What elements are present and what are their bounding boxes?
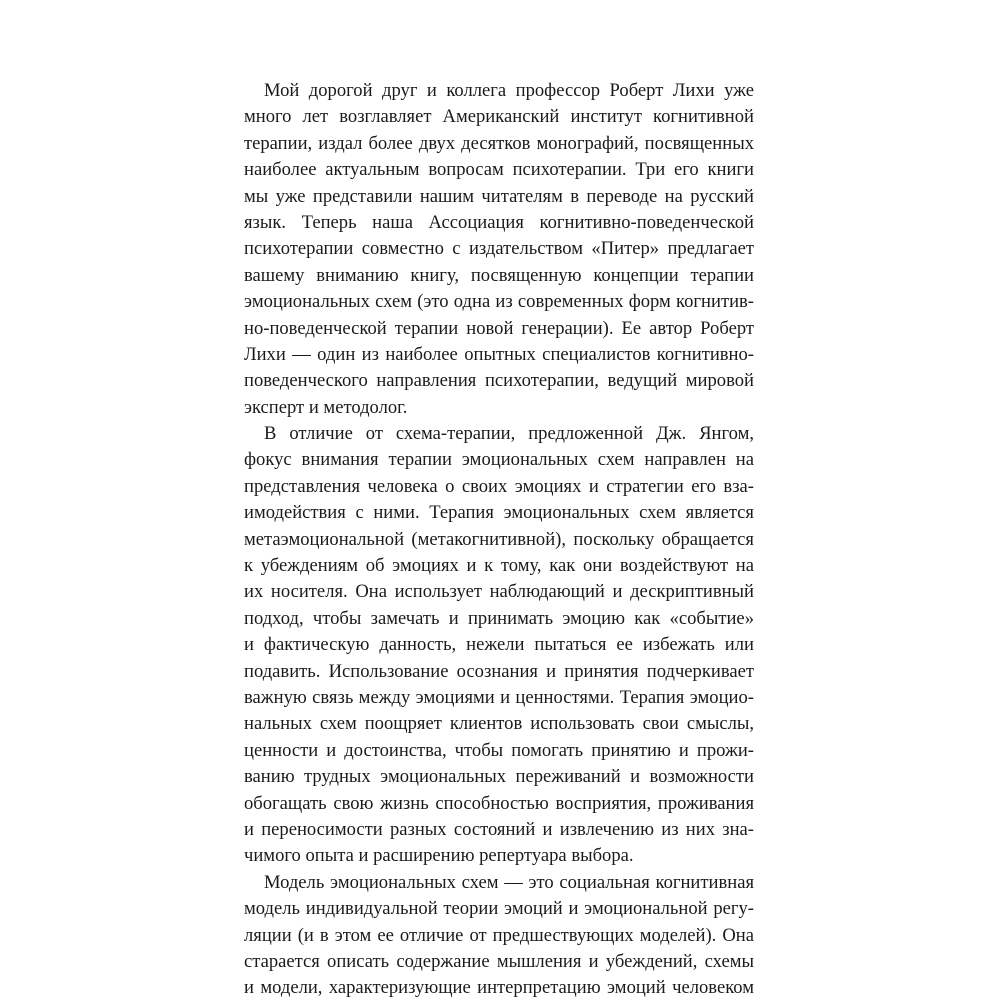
text-line: поведенческого направления психотерапии, ведущий мировой (244, 370, 754, 392)
paragraph-1 (244, 78, 754, 421)
text-line: ляции (и в этом ее отличие от предшествующих моделей). Она (244, 924, 754, 946)
text-line: эксперт и методолог. (244, 396, 408, 418)
text-line: Модель эмоциональных схем — это социальная когнитивная (264, 871, 754, 893)
text-line: ценности и достоинства, чтобы помогать принятию и прожи- (244, 739, 754, 761)
body-text (244, 78, 754, 1002)
paragraph-2 (244, 421, 754, 870)
text-line: вашему вниманию книгу, посвященную концепции терапии (244, 264, 754, 286)
text-line: подход, чтобы замечать и принимать эмоцию как «событие» (244, 607, 754, 629)
text-line: чимого опыта и расширению репертуара выбора. (244, 845, 634, 867)
text-line: язык. Теперь наша Ассоциация когнитивно-поведенческой (244, 211, 754, 233)
text-line: психотерапии совместно с издательством «Питер» предлагает (244, 238, 754, 260)
paragraph-3 (244, 870, 754, 1002)
text-line: ванию трудных эмоциональных переживаний и возможности (244, 766, 754, 788)
text-line: эмоциональных схем (это одна из современных форм когнитив- (244, 291, 754, 313)
text-line: и переносимости разных состояний и извлечению из них зна- (244, 818, 754, 840)
text-line: старается описать содержание мышления и убеждений, схемы (244, 950, 754, 972)
text-line: терапии, издал более двух десятков монографий, посвященных (244, 132, 754, 154)
text-line: представления человека о своих эмоциях и стратегии его вза- (244, 475, 754, 497)
text-line: наиболее актуальным вопросам психотерапии. Три его книги (244, 159, 754, 181)
text-line: Мой дорогой друг и коллега профессор Роберт Лихи уже (264, 80, 754, 101)
text-line: модель индивидуальной теории эмоций и эмоциональной регу- (244, 898, 754, 920)
text-line: и модели, характеризующие интерпретацию эмоций человеком (244, 977, 754, 999)
text-line: нальных схем поощряет клиентов использовать свои смыслы, (244, 713, 754, 735)
text-line: фокус внимания терапии эмоциональных схем направлен на (244, 449, 754, 471)
text-line: подавить. Использование осознания и принятия подчеркивает (244, 660, 754, 682)
text-line: их носителя. Она использует наблюдающий и дескриптивный (244, 581, 754, 603)
text-line: но-поведенческой терапии новой генерации). Ее автор Роберт (244, 317, 754, 339)
text-line: и фактическую данность, нежели пытаться ее избежать или (244, 634, 754, 656)
text-line: к убеждениям об эмоциях и к тому, как они воздействуют на (244, 555, 754, 577)
text-line: метаэмоциональной (метакогнитивной), поскольку обращается (244, 528, 754, 550)
text-line: обогащать свою жизнь способностью восприятия, проживания (244, 792, 754, 814)
text-line: В отличие от схема-терапии, предложенной Дж. Янгом, (264, 423, 754, 445)
text-line: мы уже представили нашим читателям в переводе на русский (244, 185, 754, 207)
text-line: имодействия с ними. Терапия эмоциональных схем является (244, 502, 754, 524)
text-line: важную связь между эмоциями и ценностями. Терапия эмоцио- (244, 686, 754, 708)
text-line: много лет возглавляет Американский институт когнитивной (244, 106, 754, 128)
text-line: Лихи — один из наиболее опытных специалистов когнитивно- (244, 343, 754, 365)
